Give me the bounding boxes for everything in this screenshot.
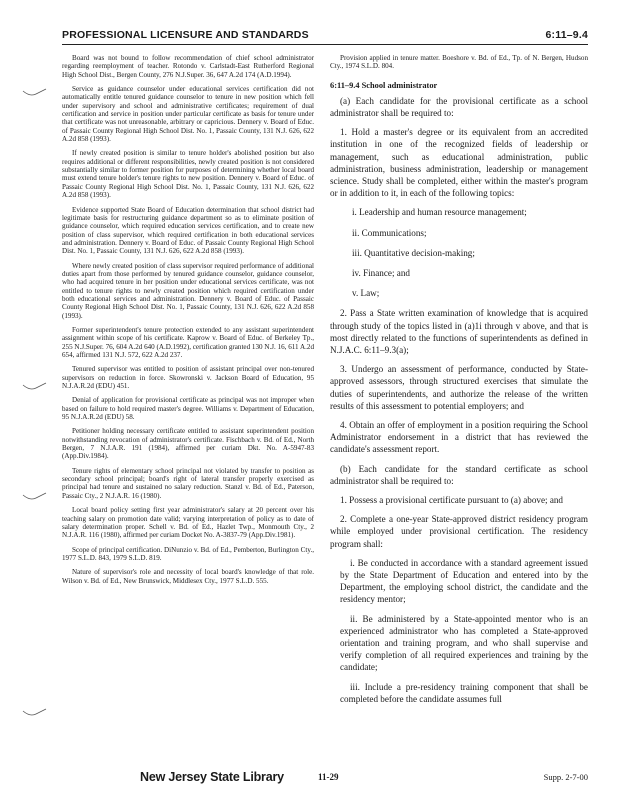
topic-item: ii. Communications; [352,227,427,238]
topic-item: v. Law; [352,288,380,299]
annotation-paragraph: Evidence supported State Board of Education determination that school district had legitimate basis for restructuring guidance department so as to eliminate position of guidance counselor, which required education services certification, and to create new position of class supervisor, which required certification in both educational services and administration. Dennery v. Board of Educ. of Passaic County Regional High School Dist. No. 1, Passaic County, 131 N.J. 626, 622 A.2d 858 (1993). [62,205,314,256]
annotation-paragraph: Local board policy setting first year administrator's salary at 20 percent over his teaching salary on promotion date valid; varying interpretation of policy as to date of salary determination proper. Schell v. Bd. of Ed., Hazlet Twp., Monmouth Cty., 2 N.J.A.R. 116 (1980), affirmed per curiam Docket No. A-3837-79 (App.Div.1981). [62,506,314,540]
page-number: 11-29 [318,772,339,782]
annotation-paragraph: Petitioner holding necessary certificate entitled to assistant superintendent position notwithstanding revocation of administrator's certificate. Fischbach v. Bd. of Ed., North Bergen, 7 N.J.A.R. 191 (1984), affirmed per curiam Dkt. No. A-5947-83 (App.Div.1984). [62,427,314,461]
topic-item: iv. Finance; and [352,267,410,278]
topic-item: i. Leadership and human resource management; [352,207,527,218]
annotation-paragraph: If newly created position is similar to tenure holder's abolished position but also requires additional or different responsibilities, newly created position is not considered substantially similar to former position for purposes of determining whether local board must extend tenure holder's tenure rights to new position. Dennery v. Board of Educ. of Passaic County Regional High School Dist. No. 1, Passaic County, 131 N.J. 626, 622 A.2d 858 (1993). [62,149,314,200]
header-section-number: 6:11–9.4 [545,29,588,41]
supplement-date: Supp. 2-7-00 [543,772,588,782]
paragraph-b1: 1. Possess a provisional certificate pursuant to (a) above; and [340,494,563,505]
paragraph-b2ii: ii. Be administered by a State-appointed mentor who is an experienced administrator who has completed a State-approved orientation and training program, and who shall supervise and verify completion of all required experiences and training by the candidate; [340,613,588,673]
annotation-paragraph: Scope of principal certification. DiNunzio v. Bd. of Ed., Pemberton, Burlington Cty., 1977 S.L.D. 843, 1979 S.L.D. 819. [62,545,314,562]
annotation-paragraph: Former superintendent's tenure protection extended to any assistant superintendent assignment within scope of his certificate. Kaprow v. Board of Educ. of Berkeley Tp., 255 N.J.Super. 76, 604 A.2d 640 (A.D.1992), certification granted 130 N.J. 16, 611 A.2d 654, affirmed 131 N.J. 572, 622 A.2d 237. [62,325,314,359]
paragraph-b2: 2. Complete a one-year State-approved district residency program while employed under provisional certification. The residency program shall: [330,514,588,549]
section-heading: 6:11–9.4 School administrator [330,80,438,90]
margin-marks [0,0,62,800]
subsection-b-intro: (b) Each candidate for the standard certificate as school administrator shall be required to: [330,463,588,486]
paragraph-b2i: i. Be conducted in accordance with a standard agreement issued by the State Department of Education and entered into by the Department, the employing school district, the candidate and the residency mentor; [340,557,588,605]
library-stamp: New Jersey State Library [140,770,284,784]
paragraph-a3: 3. Undergo an assessment of performance, conducted by State-approved assessors, through structured exercises that simulate the duties of superintendents, and authorize the release of the written results of this assessment to potential employers; and [330,364,588,411]
paragraph-b2iii: iii. Include a pre-residency training component that shall be completed before the candidate assumes full [340,681,588,704]
annotation-paragraph: Service as guidance counselor under educational services certification did not automatically entitle tenured guidance counselor to tenure in new position which fell under supervisory and school and administrative certificates; requirement of dual certification and service in position under particular certificate as basis for tenure under that certificate was not unreasonable, arbitrary or capricious. Dennery v. Board of Educ. of Passaic County Regional High School Dist. No. 1, Passaic County, 131 N.J. 626, 622 A.2d 858 (1993). [62,85,314,144]
paragraph-a1: 1. Hold a master's degree or its equivalent from an accredited institution in one of the recognized fields of leadership or management, such as educational administration, public administration, business administration, leadership or management science. Study shall be completed, either within the master's program or in addition to it, in each of the following topics: [330,127,588,199]
annotation-paragraph: Provision applied in tenure matter. Boeshore v. Bd. of Ed., Tp. of N. Bergen, Hudson Cty., 1974 S.L.D. 804. [330,54,588,71]
margin-check-mark [22,382,48,392]
annotation-paragraph: Tenure rights of elementary school principal not violated by transfer to position as secondary school principal; board's right of lateral transfer properly exercised as principal had tenure and sustained no salary reduction. Stanzl v. Bd. of Ed., Paterson, Passaic Cty., 2 N.J.A.R. 16 (1980). [62,466,314,500]
annotation-paragraph: Tenured supervisor was entitled to position of assistant principal over non-tenured supervisors on reduction in force. Skowronski v. Jackson Board of Education, 95 N.J.A.R.2d (EDU) 451. [62,365,314,391]
margin-check-mark [22,492,48,502]
margin-check-mark [22,88,48,98]
margin-check-mark [22,708,48,718]
paragraph-a2: 2. Pass a State written examination of knowledge that is acquired through study of the topics listed in (a)1i through v above, and that is most directly related to the functions of superintendents as defined in N.J.A.C. 6:11–9.3(a); [330,308,588,355]
paragraph-a4: 4. Obtain an offer of employment in a position requiring the School Administrator endorsement in a district that has reviewed the candidate's assessment report. [330,419,588,455]
annotations-column [62,54,314,591]
subsection-a-intro: (a) Each candidate for the provisional certificate as a school administrator shall be required to: [330,95,588,118]
annotation-paragraph: Denial of application for provisional certificate as principal was not improper when based on failure to hold required master's degree. Williams v. Department of Education, 95 N.J.A.R.2d (EDU) 58. [62,396,314,422]
header-title: PROFESSIONAL LICENSURE AND STANDARDS [62,29,309,41]
regulation-column [330,54,588,712]
annotation-paragraph: Where newly created position of class supervisor required performance of additional duties apart from those performed by tenured guidance counselor, guidance counselor, who had acquired tenure in her position under educational services certificate, was not entitled to tenure rights to newly created position which required certification under both educational services and administration. Dennery v. Board of Educ. of Passaic County Regional High School Dist. No. 1, Passaic County, 131 N.J. 626, 622 A.2d 858 (1993). [62,261,314,320]
topic-item: iii. Quantitative decision-making; [352,247,475,258]
annotation-paragraph: Board was not bound to follow recommendation of chief school administrator regarding reemployment of teacher. Rotondo v. Carlstadt-East Rutherford Regional High School Dist., Bergen County, 276 N.J.Super. 36, 647 A.2d 174 (A.D.1994). [62,54,314,79]
annotation-paragraph: Nature of supervisor's role and necessity of local board's knowledge of that role. Wilson v. Bd. of Ed., New Brunswick, Middlesex Cty., 1977 S.L.D. 555. [62,568,314,585]
running-header [62,28,588,45]
